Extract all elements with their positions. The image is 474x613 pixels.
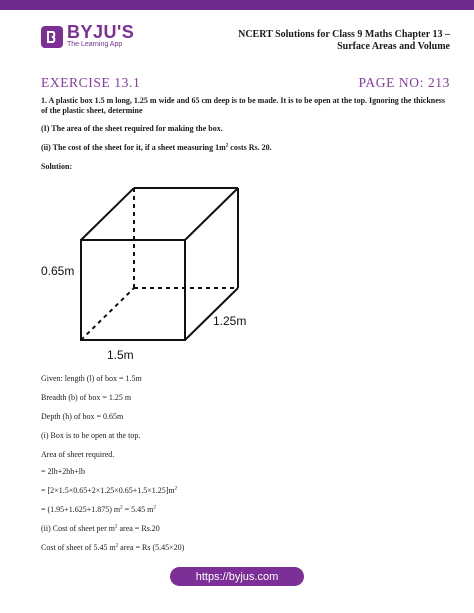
line9-text-a: (ii) Cost of sheet per m <box>41 524 115 533</box>
byjus-logo <box>41 24 134 49</box>
solution-line-4: (i) Box is to be open at the top. <box>41 431 141 440</box>
line7-text: = [2×1.5×0.65+2×1.25×0.65+1.5×1.25]m <box>41 486 175 495</box>
solution-line-6: = 2lh+2bh+lb <box>41 467 85 476</box>
part-ii-superscript: 2 <box>225 143 229 149</box>
solution-line-5: Area of sheet required. <box>41 450 115 459</box>
question-text: 1. A plastic box 1.5 m long, 1.25 m wide and 65 cm deep is to be made. It is to be open at the top. Ignoring the thickness of the plastic sheet, determine <box>41 96 446 115</box>
solution-line-8 <box>41 505 451 515</box>
line8-sup-b: 2 <box>153 505 156 511</box>
solution-line-9 <box>41 524 451 534</box>
solution-line-7 <box>41 486 451 496</box>
brand-name: BYJU'S <box>67 22 135 42</box>
footer-website-link[interactable]: https://byjus.com <box>170 567 304 586</box>
solution-line-1: Given: length (l) of box = 1.5m <box>41 374 142 383</box>
logo-b-icon <box>41 26 63 48</box>
solution-line-2: Breadth (b) of box = 1.25 m <box>41 393 132 402</box>
top-right-edge <box>185 188 238 240</box>
solution-line-10 <box>41 543 451 553</box>
height-label: 0.65m <box>41 264 75 278</box>
box-figure <box>41 182 301 372</box>
line8-text-a: = (1.95+1.625+1.875) m <box>41 505 121 514</box>
line9-sup: 2 <box>114 524 118 530</box>
question-part-i: (I) The area of the sheet required for making the box. <box>41 124 223 133</box>
doc-title-line1: NCERT Solutions for Class 9 Maths Chapter 13 – <box>238 29 450 40</box>
line10-text-b: area = Rs (5.45×20) <box>118 543 185 552</box>
brand-tagline: The Learning App <box>67 41 123 48</box>
hidden-left-bottom-edge <box>81 288 134 340</box>
part-ii-text-a: (ii) The cost of the sheet for it, if a sheet measuring 1m <box>41 143 226 152</box>
line8-text-b: = 5.45 m <box>122 505 154 514</box>
top-accent-bar <box>0 0 474 10</box>
line10-text-a: Cost of sheet of 5.45 m <box>41 543 116 552</box>
document-title <box>190 29 450 53</box>
solution-label: Solution: <box>41 162 73 171</box>
line7-sup: 2 <box>174 486 178 492</box>
breadth-label: 1.25m <box>213 314 247 328</box>
cuboid-diagram <box>41 182 301 367</box>
line9-text-b: area = Rs.20 <box>117 524 160 533</box>
page-number: PAGE NO: 213 <box>358 75 450 90</box>
part-ii-text-b: costs Rs. 20. <box>228 143 272 152</box>
question-part-ii <box>41 143 451 153</box>
length-label: 1.5m <box>107 348 134 362</box>
solution-line-3: Depth (h) of box = 0.65m <box>41 412 124 421</box>
top-left-edge <box>81 188 134 240</box>
doc-title-line2: Surface Areas and Volume <box>337 41 450 52</box>
line8-sup-a: 2 <box>120 505 123 511</box>
line10-sup: 2 <box>115 543 119 549</box>
exercise-title: EXERCISE 13.1 <box>41 75 141 90</box>
